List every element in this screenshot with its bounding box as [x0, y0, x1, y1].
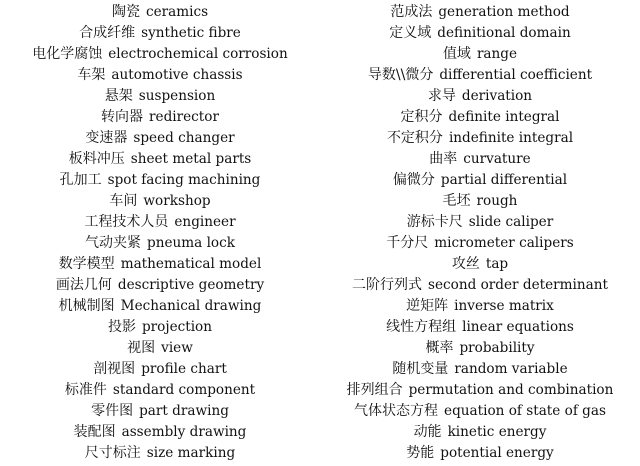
chinese-term: 逆矩阵 [406, 298, 449, 314]
glossary-entry [0, 233, 320, 254]
chinese-term: 二阶行列式 [352, 277, 423, 293]
glossary-entry [320, 317, 640, 338]
glossary-entry [320, 401, 640, 422]
glossary-entry [320, 443, 640, 464]
glossary-entry [0, 422, 320, 443]
english-term: redirector [149, 109, 219, 125]
chinese-term: 动能 [413, 424, 442, 440]
glossary-entry [0, 149, 320, 170]
english-term: ceramics [145, 4, 209, 20]
english-term: standard component [112, 382, 256, 398]
chinese-term: 导数\\微分 [367, 67, 434, 83]
glossary-entry [320, 191, 640, 212]
glossary-entry [0, 65, 320, 86]
english-term: linear equations [462, 319, 574, 335]
english-term: tap [485, 256, 509, 272]
chinese-term: 孔加工 [59, 172, 102, 188]
glossary-entry [320, 380, 640, 401]
glossary-entry [320, 359, 640, 380]
chinese-term: 偏微分 [392, 172, 435, 188]
chinese-term: 标准件 [64, 382, 107, 398]
english-term: kinetic energy [447, 424, 547, 440]
english-term: second order determinant [428, 277, 608, 293]
glossary-entry [0, 170, 320, 191]
glossary-entry [0, 2, 320, 23]
glossary-entry [0, 296, 320, 317]
english-term: electrochemical corrosion [108, 46, 288, 62]
glossary-entry [320, 275, 640, 296]
glossary-entry [320, 65, 640, 86]
glossary-entry [0, 254, 320, 275]
english-term: indefinite integral [448, 130, 574, 146]
glossary-entry [320, 233, 640, 254]
chinese-term: 曲率 [429, 151, 458, 167]
chinese-term: 气体状态方程 [354, 403, 439, 419]
english-term: spot facing machining [107, 172, 261, 188]
glossary-entry [0, 107, 320, 128]
english-term: assembly drawing [121, 424, 247, 440]
chinese-term: 尺寸标注 [84, 445, 141, 461]
english-term: potential energy [440, 445, 554, 461]
glossary-entry [0, 23, 320, 44]
glossary-entry [0, 401, 320, 422]
glossary-entry [320, 107, 640, 128]
chinese-term: 攻丝 [451, 256, 480, 272]
chinese-term: 概率 [425, 340, 454, 356]
english-term: projection [141, 319, 212, 335]
chinese-term: 车间 [109, 193, 138, 209]
chinese-term: 范成法 [390, 4, 433, 20]
glossary-entry [320, 170, 640, 191]
chinese-term: 气动夹紧 [85, 235, 142, 251]
chinese-term: 合成纤维 [79, 25, 136, 41]
english-term: size marking [146, 445, 236, 461]
english-term: equation of state of gas [444, 403, 606, 419]
glossary-entry [320, 149, 640, 170]
chinese-term: 线性方程组 [386, 319, 457, 335]
glossary-entry [0, 212, 320, 233]
english-term: suspension [138, 88, 216, 104]
glossary-entry [0, 44, 320, 65]
english-term: micrometer calipers [434, 235, 574, 251]
chinese-term: 工程技术人员 [84, 214, 169, 230]
english-term: range [476, 46, 518, 62]
chinese-term: 机械制图 [58, 298, 115, 314]
english-term: pneuma lock [147, 235, 235, 251]
glossary-entry [320, 212, 640, 233]
glossary-entry [0, 359, 320, 380]
chinese-term: 悬架 [104, 88, 133, 104]
glossary-entry [0, 128, 320, 149]
english-term: inverse matrix [454, 298, 554, 314]
english-term: probability [459, 340, 535, 356]
glossary-entry [0, 317, 320, 338]
chinese-term: 定义域 [389, 25, 432, 41]
chinese-term: 车架 [77, 67, 106, 83]
left-glossary-column [0, 2, 320, 464]
english-term: definite integral [448, 109, 560, 125]
english-term: part drawing [139, 403, 229, 419]
chinese-term: 随机变量 [392, 361, 449, 377]
glossary-entry [320, 44, 640, 65]
english-term: generation method [438, 4, 570, 20]
chinese-term: 不定积分 [386, 130, 443, 146]
glossary-entry [0, 380, 320, 401]
glossary-entry [0, 86, 320, 107]
chinese-term: 千分尺 [386, 235, 429, 251]
chinese-term: 定积分 [400, 109, 443, 125]
english-term: descriptive geometry [117, 277, 265, 293]
chinese-term: 排列组合 [346, 382, 403, 398]
english-term: rough [476, 193, 518, 209]
glossary-entry [320, 296, 640, 317]
chinese-term: 装配图 [73, 424, 116, 440]
english-term: differential coefficient [439, 67, 593, 83]
english-term: slide caliper [468, 214, 554, 230]
right-glossary-column [320, 2, 640, 464]
glossary-entry [0, 443, 320, 464]
chinese-term: 剖视图 [93, 361, 136, 377]
chinese-term: 变速器 [85, 130, 128, 146]
chinese-term: 投影 [107, 319, 136, 335]
english-term: workshop [143, 193, 211, 209]
english-term: profile chart [141, 361, 227, 377]
english-term: partial differential [440, 172, 568, 188]
english-term: Mechanical drawing [120, 298, 262, 314]
english-term: engineer [174, 214, 236, 230]
glossary-entry [320, 128, 640, 149]
chinese-term: 视图 [127, 340, 156, 356]
english-term: synthetic fibre [141, 25, 241, 41]
english-term: automotive chassis [111, 67, 243, 83]
glossary-entry [320, 23, 640, 44]
english-term: mathematical model [120, 256, 262, 272]
chinese-term: 零件图 [91, 403, 134, 419]
glossary-entry [320, 338, 640, 359]
glossary-entry [0, 338, 320, 359]
glossary-entry [320, 254, 640, 275]
chinese-term: 数学模型 [58, 256, 115, 272]
glossary-entry [0, 275, 320, 296]
chinese-term: 势能 [406, 445, 435, 461]
chinese-term: 电化学腐蚀 [32, 46, 103, 62]
glossary-entry [0, 191, 320, 212]
chinese-term: 游标卡尺 [406, 214, 463, 230]
english-term: random variable [454, 361, 568, 377]
english-term: derivation [461, 88, 533, 104]
chinese-term: 转向器 [101, 109, 144, 125]
english-term: definitional domain [437, 25, 571, 41]
chinese-term: 陶瓷 [111, 4, 140, 20]
glossary-entry [320, 422, 640, 443]
chinese-term: 板料冲压 [68, 151, 125, 167]
english-term: curvature [463, 151, 531, 167]
english-term: sheet metal parts [130, 151, 252, 167]
chinese-term: 毛坯 [442, 193, 471, 209]
glossary-entry [320, 2, 640, 23]
glossary-entry [320, 86, 640, 107]
chinese-term: 画法几何 [55, 277, 112, 293]
english-term: view [161, 340, 193, 356]
chinese-term: 求导 [427, 88, 456, 104]
chinese-term: 值域 [442, 46, 471, 62]
english-term: speed changer [133, 130, 235, 146]
english-term: permutation and combination [408, 382, 614, 398]
